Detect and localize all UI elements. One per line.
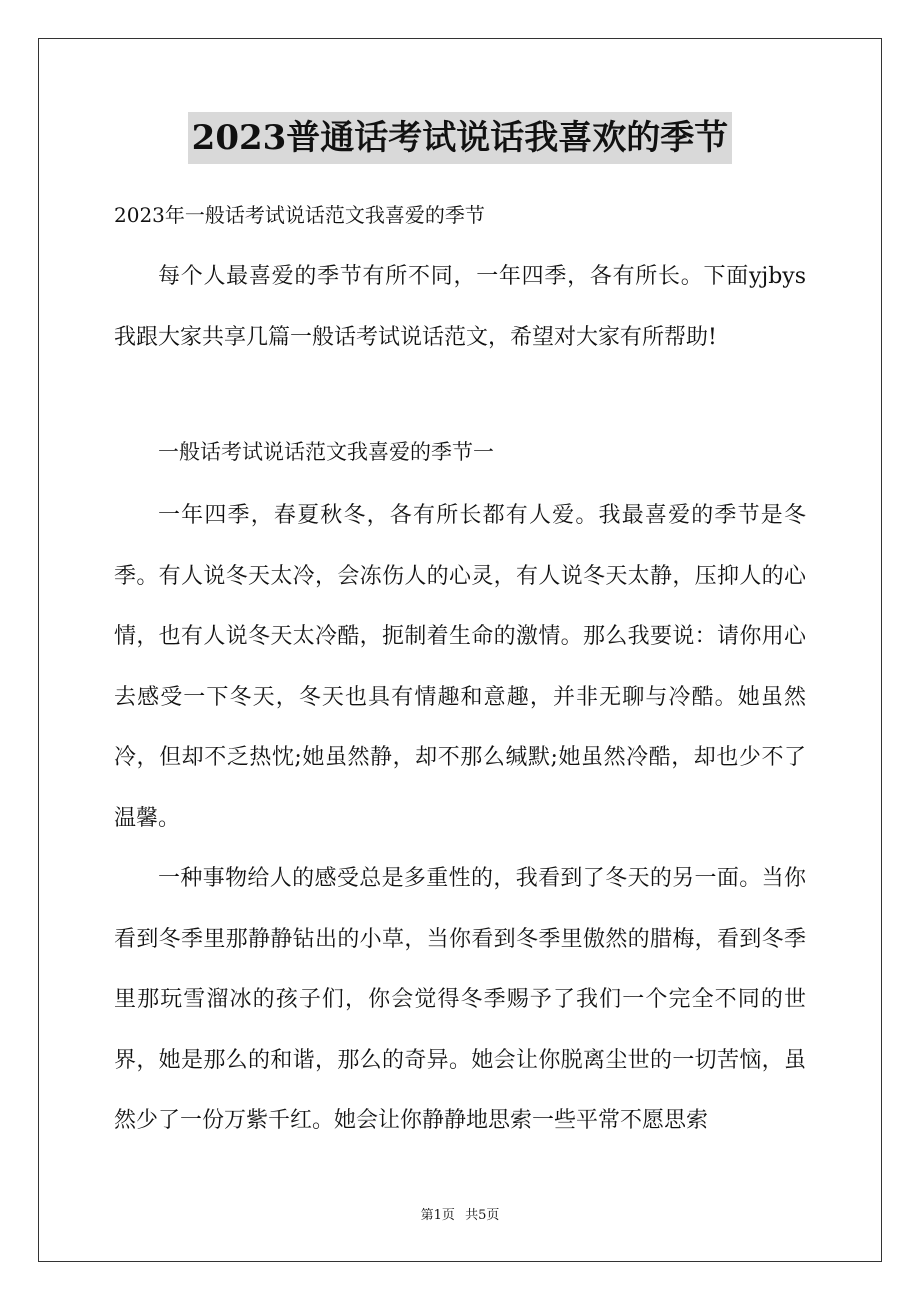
document-subtitle: 2023年一般话考试说话范文我喜爱的季节 — [114, 203, 485, 227]
section-heading: 一般话考试说话范文我喜爱的季节一 — [158, 440, 494, 464]
title-container — [0, 112, 920, 164]
body-paragraph-1: 一年四季，春夏秋冬，各有所长都有人爱。我最喜爱的季节是冬季。有人说冬天太冷，会冻伤人的心灵，有人说冬天太静，压抑人的心情，也有人说冬天太冷酷，扼制着生命的激情。那么我要说：请你用心去感受一下冬天，冬天也具有情趣和意趣，并非无聊与冷酷。她虽然冷，但却不乏热忱;她虽然静，却不那么缄默;她虽然冷酷，却也少不了温馨。 — [114, 503, 806, 831]
page-total: 共5页 — [465, 1208, 500, 1223]
document-title: 2023普通话考试说话我喜欢的季节 — [188, 112, 733, 164]
page-footer — [0, 1206, 920, 1226]
intro-paragraph: 每个人最喜爱的季节有所不同，一年四季，各有所长。下面yjbys我跟大家共享几篇一般话考试说话范文，希望对大家有所帮助! — [114, 264, 806, 350]
body-paragraph-2: 一种事物给人的感受总是多重性的，我看到了冬天的另一面。当你看到冬季里那静静钻出的小草，当你看到冬季里傲然的腊梅，看到冬季里那玩雪溜冰的孩子们，你会觉得冬季赐予了我们一个完全不同的世界，她是那么的和谐，那么的奇异。她会让你脱离尘世的一切苦恼，虽然少了一份万紫千红。她会让你静静地思索一些平常不愿思索 — [114, 866, 806, 1133]
page-number: 第1页 — [420, 1208, 455, 1223]
